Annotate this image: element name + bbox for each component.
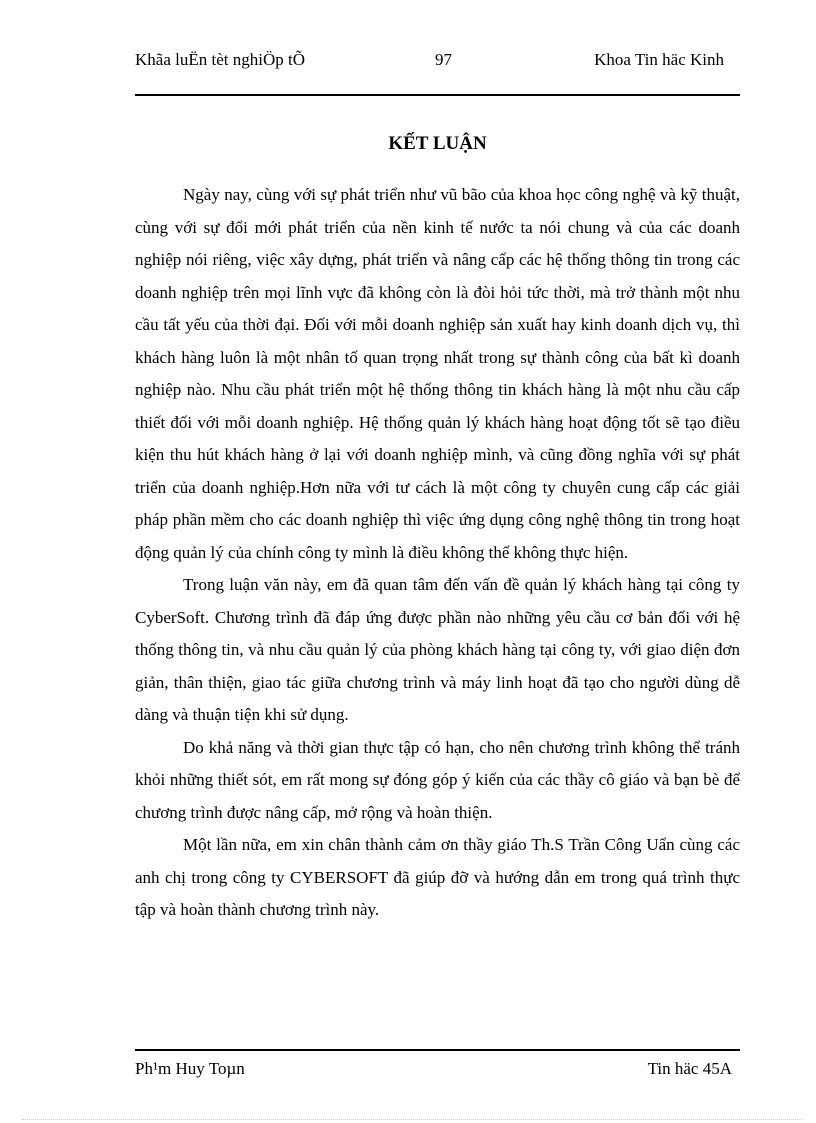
footer-author: Ph¹m Huy Toµn — [135, 1059, 245, 1078]
paragraph: Ngày nay, cùng với sự phát triển như vũ bão của khoa học công nghệ và kỹ thuật, cùng với sự đổi mới phát triển của nền kinh tế nước ta nói chung và của các doanh nghiệp nói riêng, việc xây dựng, phát triển và nâng cấp các hệ thống thông tin trong các doanh nghiệp trên mọi lĩnh vực đã không còn là đòi hỏi tức thời, mà trở thành một nhu cầu tất yếu của thời đại. Đối với mỗi doanh nghiệp sản xuất hay kinh doanh dịch vụ, thì khách hàng luôn là một nhân tố quan trọng nhất trong sự thành công của bất kì doanh nghiệp nào. Nhu cầu phát triển một hệ thống thông tin khách hàng là một nhu cầu cấp thiết đối với mỗi doanh nghiệp. Hệ thống quản lý khách hàng hoạt động tốt sẽ tạo điều kiện thu hút khách hàng ở lại với doanh nghiệp mình, và cũng đồng nghĩa với sự phát triển của doanh nghiệp.Hơn nữa với tư cách là một công ty chuyên cung cấp các giải pháp phần mềm cho các doanh nghiệp thì việc ứng dụng công nghệ thông tin trong hoạt động quản lý của chính công ty mình là điều không thể không thực hiện. — [135, 185, 740, 562]
footer-class: Tin häc 45A — [647, 1059, 732, 1078]
page-footer — [135, 1049, 740, 1081]
paragraph: Một lần nữa, em xin chân thành cảm ơn thầy giáo Th.S Trần Công Uẩn cùng các anh chị trong công ty CYBERSOFT đã giúp đỡ và hướng dẫn em trong quá trình thực tập và hoàn thành chương trình này. — [135, 835, 740, 919]
page-number: 97 — [435, 50, 452, 69]
page-edge-divider — [22, 1119, 802, 1120]
header-thesis-label: Khãa luËn tèt nghiÖp tÕ — [135, 50, 305, 69]
page-title: KẾT LUẬN — [388, 133, 487, 154]
page-header — [135, 48, 740, 96]
paragraph: Do khả năng và thời gian thực tập có hạn, cho nên chương trình không thể tránh khỏi những thiết sót, em rất mong sự đóng góp ý kiến của các thầy cô giáo và bạn bè để chương trình được nâng cấp, mở rộng và hoàn thiện. — [135, 737, 740, 822]
body-text — [135, 179, 740, 927]
header-faculty-label: Khoa Tin häc Kinh — [594, 50, 724, 69]
paragraph: Trong luận văn này, em đã quan tâm đến vấn đề quản lý khách hàng tại công ty CyberSoft. Chương trình đã đáp ứng được phần nào những yêu cầu cơ bản đối với hệ thống thông tin, và nhu cầu quản lý của phòng khách hàng tại công ty, với giao diện đơn giản, thân thiện, giao tác giữa chương trình và máy linh hoạt đã tạo cho người dùng dễ dàng và thuận tiện khi sử dụng. — [135, 575, 740, 724]
